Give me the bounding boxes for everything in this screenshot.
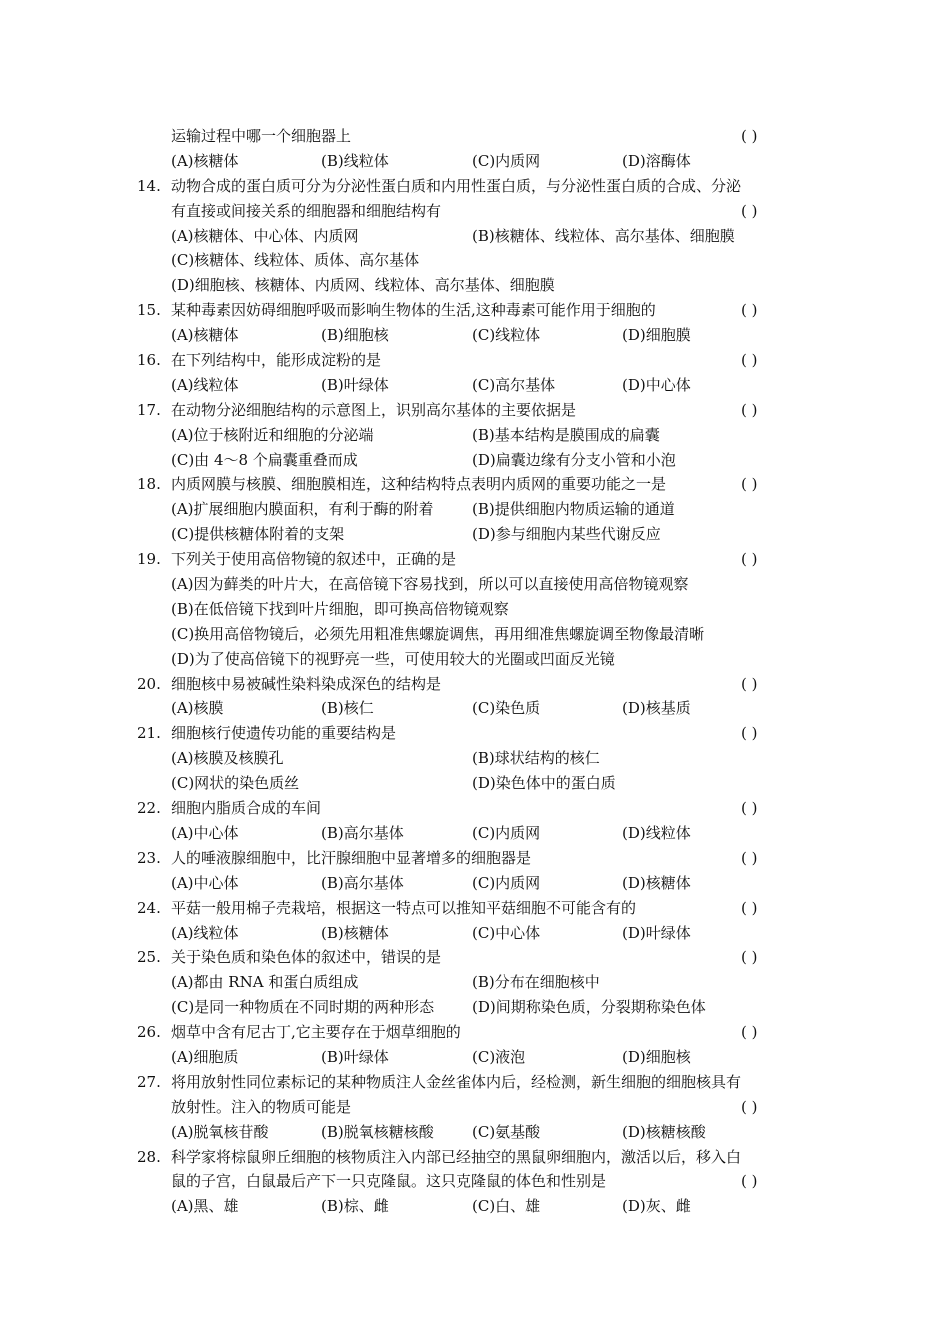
answer-option: (C)氨基酸	[472, 1122, 541, 1141]
options-line	[0, 970, 950, 995]
answer-option: (B)棕、雌	[321, 1197, 389, 1216]
answer-option: (A)核糖体	[171, 326, 239, 345]
question-text: 科学家将棕鼠卵丘细胞的核物质注入内部已经抽空的黑鼠卵细胞内，激活以后，移入白	[171, 1147, 742, 1166]
question-line	[0, 199, 950, 224]
answer-option: (D)细胞膜	[622, 326, 691, 345]
question-number: 15.	[137, 301, 161, 320]
answer-option: (C)网状的染色质丝	[171, 774, 300, 793]
answer-option: (D)核糖核酸	[622, 1122, 706, 1141]
question-line	[0, 846, 950, 871]
answer-option: (A)扩展细胞内膜面积，有利于酶的附着	[171, 500, 434, 519]
options-line	[0, 273, 950, 298]
answer-option: (D)溶酶体	[622, 151, 691, 170]
answer-option: (B)分布在细胞核中	[472, 973, 600, 992]
question-line	[0, 348, 950, 373]
answer-option: (C)内质网	[472, 151, 541, 170]
answer-option: (A)细胞质	[171, 1047, 239, 1066]
answer-option: (D)为了使高倍镜下的视野亮一些，可使用较大的光圈或凹面反光镜	[171, 649, 615, 668]
answer-option: (A)因为藓类的叶片大，在高倍镜下容易找到，所以可以直接使用高倍物镜观察	[171, 575, 689, 594]
answer-option: (A)都由 RNA 和蛋白质组成	[171, 973, 359, 992]
question-text: 运输过程中哪一个细胞器上	[171, 127, 352, 145]
options-line	[0, 622, 950, 647]
answer-bracket: ( )	[741, 724, 758, 743]
question-line	[0, 945, 950, 970]
answer-option: (C)高尔基体	[472, 375, 556, 394]
answer-option: (B)细胞核	[321, 326, 389, 345]
question-line	[0, 896, 950, 921]
question-text: 人的唾液腺细胞中，比汗腺细胞中显著增多的细胞器是	[171, 848, 532, 867]
question-line	[0, 1169, 950, 1194]
answer-option: (A)中心体	[171, 873, 239, 892]
answer-bracket: ( )	[741, 1172, 758, 1191]
question-number: 20.	[137, 674, 161, 693]
answer-option: (B)提供细胞内物质运输的通道	[472, 500, 675, 519]
question-text: 关于染色质和染色体的叙述中，错误的是	[171, 948, 442, 967]
question-number: 27.	[137, 1072, 161, 1091]
answer-option: (D)灰、雌	[622, 1197, 691, 1216]
question-text: 细胞核中易被碱性染料染成深色的结构是	[171, 674, 442, 693]
answer-bracket: ( )	[741, 400, 758, 419]
question-number: 24.	[137, 898, 161, 917]
options-line	[0, 423, 950, 448]
question-line	[0, 472, 950, 497]
question-text: 平菇一般用棉子壳栽培，根据这一特点可以推知平菇细胞不可能含有的	[171, 898, 637, 917]
answer-option: (B)叶绿体	[321, 1047, 389, 1066]
answer-option: (B)核糖体	[321, 923, 389, 942]
question-text: 细胞核行使遗传功能的重要结构是	[171, 724, 397, 743]
options-line	[0, 448, 950, 473]
answer-bracket: ( )	[741, 550, 758, 569]
answer-option: (A)核糖体、中心体、内质网	[171, 226, 359, 245]
answer-option: (A)线粒体	[171, 923, 239, 942]
question-line	[0, 174, 950, 199]
question-line	[0, 1095, 950, 1120]
options-line	[0, 746, 950, 771]
answer-bracket: ( )	[741, 201, 758, 220]
options-line	[0, 522, 950, 547]
answer-option: (D)中心体	[622, 375, 691, 394]
answer-option: (C)由 4～8 个扁囊重叠而成	[171, 450, 358, 469]
question-line	[0, 398, 950, 423]
options-line	[0, 771, 950, 796]
options-line	[0, 696, 950, 721]
options-line	[0, 647, 950, 672]
options-line	[0, 497, 950, 522]
answer-option: (A)核膜	[171, 699, 224, 718]
options-line	[0, 821, 950, 846]
question-text: 烟草中含有尼古丁,它主要存在于烟草细胞的	[171, 1023, 461, 1042]
answer-option: (B)基本结构是膜围成的扁囊	[472, 425, 660, 444]
question-text: 下列关于使用高倍物镜的叙述中，正确的是	[171, 550, 457, 569]
options-line	[0, 921, 950, 946]
answer-option: (C)内质网	[472, 873, 541, 892]
answer-bracket: ( )	[741, 475, 758, 494]
answer-option: (B)球状结构的核仁	[472, 749, 600, 768]
options-line	[0, 995, 950, 1020]
answer-option: (C)染色质	[472, 699, 541, 718]
question-text: 动物合成的蛋白质可分为分泌性蛋白质和内用性蛋白质，与分泌性蛋白质的合成、分泌	[171, 176, 742, 195]
options-line	[0, 1045, 950, 1070]
answer-option: (D)参与细胞内某些代谢反应	[472, 525, 661, 544]
question-number: 28.	[137, 1147, 161, 1166]
options-line	[0, 871, 950, 896]
answer-bracket: ( )	[741, 898, 758, 917]
options-line	[0, 248, 950, 273]
question-line	[0, 1020, 950, 1045]
answer-bracket: ( )	[741, 674, 758, 693]
answer-option: (B)高尔基体	[321, 873, 404, 892]
question-line	[0, 124, 950, 149]
question-line	[0, 547, 950, 572]
answer-option: (A)位于核附近和细胞的分泌端	[171, 425, 374, 444]
answer-option: (A)线粒体	[171, 375, 239, 394]
options-line	[0, 572, 950, 597]
options-line	[0, 597, 950, 622]
answer-option: (D)核糖体	[622, 873, 691, 892]
question-number: 23.	[137, 848, 161, 867]
answer-option: (B)核仁	[321, 699, 374, 718]
options-line	[0, 323, 950, 348]
question-text: 鼠的子宫，白鼠最后产下一只克隆鼠。这只克隆鼠的体色和性别是	[171, 1172, 607, 1191]
question-line	[0, 721, 950, 746]
question-text: 放射性。注入的物质可能是	[171, 1097, 352, 1116]
answer-bracket: ( )	[741, 301, 758, 320]
answer-bracket: ( )	[741, 127, 758, 145]
answer-option: (D)核基质	[622, 699, 691, 718]
options-line	[0, 224, 950, 249]
question-text: 内质网膜与核膜、细胞膜相连，这种结构特点表明内质网的重要功能之一是	[171, 475, 667, 494]
question-number: 18.	[137, 475, 161, 494]
answer-option: (D)细胞核	[622, 1047, 691, 1066]
exam-page	[0, 124, 950, 1219]
answer-bracket: ( )	[741, 948, 758, 967]
options-line	[0, 373, 950, 398]
answer-bracket: ( )	[741, 1023, 758, 1042]
answer-option: (B)核糖体、线粒体、高尔基体、细胞膜	[472, 226, 735, 245]
answer-option: (D)间期称染色质，分裂期称染色体	[472, 998, 706, 1017]
question-number: 19.	[137, 550, 161, 569]
question-text: 有直接或间接关系的细胞器和细胞结构有	[171, 201, 442, 220]
question-line	[0, 672, 950, 697]
answer-option: (D)细胞核、核糖体、内质网、线粒体、高尔基体、细胞膜	[171, 276, 555, 295]
question-line	[0, 1145, 950, 1170]
answer-option: (C)核糖体、线粒体、质体、高尔基体	[171, 251, 420, 270]
answer-bracket: ( )	[741, 799, 758, 818]
answer-option: (D)扁囊边缘有分支小管和小泡	[472, 450, 676, 469]
question-text: 在下列结构中，能形成淀粉的是	[171, 351, 382, 370]
options-line	[0, 149, 950, 174]
question-number: 17.	[137, 400, 161, 419]
answer-option: (B)线粒体	[321, 151, 389, 170]
question-number: 25.	[137, 948, 161, 967]
answer-option: (C)是同一种物质在不同时期的两种形态	[171, 998, 435, 1017]
question-text: 细胞内脂质合成的车间	[171, 799, 322, 818]
answer-option: (B)叶绿体	[321, 375, 389, 394]
answer-option: (C)白、雄	[472, 1197, 541, 1216]
question-number: 21.	[137, 724, 161, 743]
answer-bracket: ( )	[741, 1097, 758, 1116]
answer-option: (A)脱氧核苷酸	[171, 1122, 269, 1141]
answer-option: (C)内质网	[472, 823, 541, 842]
answer-option: (C)换用高倍物镜后，必须先用粗准焦螺旋调焦，再用细准焦螺旋调至物像最清晰	[171, 624, 705, 643]
answer-option: (B)脱氧核糖核酸	[321, 1122, 434, 1141]
options-line	[0, 1194, 950, 1219]
question-number: 26.	[137, 1023, 161, 1042]
question-line	[0, 298, 950, 323]
question-text: 将用放射性同位素标记的某种物质注人金丝雀体内后，经检测，新生细胞的细胞核具有	[171, 1072, 742, 1091]
answer-option: (D)染色体中的蛋白质	[472, 774, 616, 793]
answer-option: (A)核糖体	[171, 151, 239, 170]
answer-bracket: ( )	[741, 848, 758, 867]
answer-option: (C)提供核糖体附着的支架	[171, 525, 345, 544]
answer-option: (C)中心体	[472, 923, 541, 942]
answer-option: (B)高尔基体	[321, 823, 404, 842]
answer-option: (A)中心体	[171, 823, 239, 842]
answer-option: (C)线粒体	[472, 326, 541, 345]
answer-option: (D)线粒体	[622, 823, 691, 842]
question-text: 某种毒素因妨碍细胞呼吸而影响生物体的生活,这种毒素可能作用于细胞的	[171, 301, 656, 320]
question-number: 14.	[137, 176, 161, 195]
answer-option: (A)黑、雄	[171, 1197, 239, 1216]
question-line	[0, 1070, 950, 1095]
question-number: 22.	[137, 799, 161, 818]
question-text: 在动物分泌细胞结构的示意图上，识别高尔基体的主要依据是	[171, 400, 577, 419]
question-number: 16.	[137, 351, 161, 370]
answer-option: (C)液泡	[472, 1047, 526, 1066]
question-line	[0, 796, 950, 821]
answer-bracket: ( )	[741, 351, 758, 370]
answer-option: (A)核膜及核膜孔	[171, 749, 284, 768]
answer-option: (B)在低倍镜下找到叶片细胞，即可换高倍物镜观察	[171, 599, 509, 618]
answer-option: (D)叶绿体	[622, 923, 691, 942]
options-line	[0, 1120, 950, 1145]
